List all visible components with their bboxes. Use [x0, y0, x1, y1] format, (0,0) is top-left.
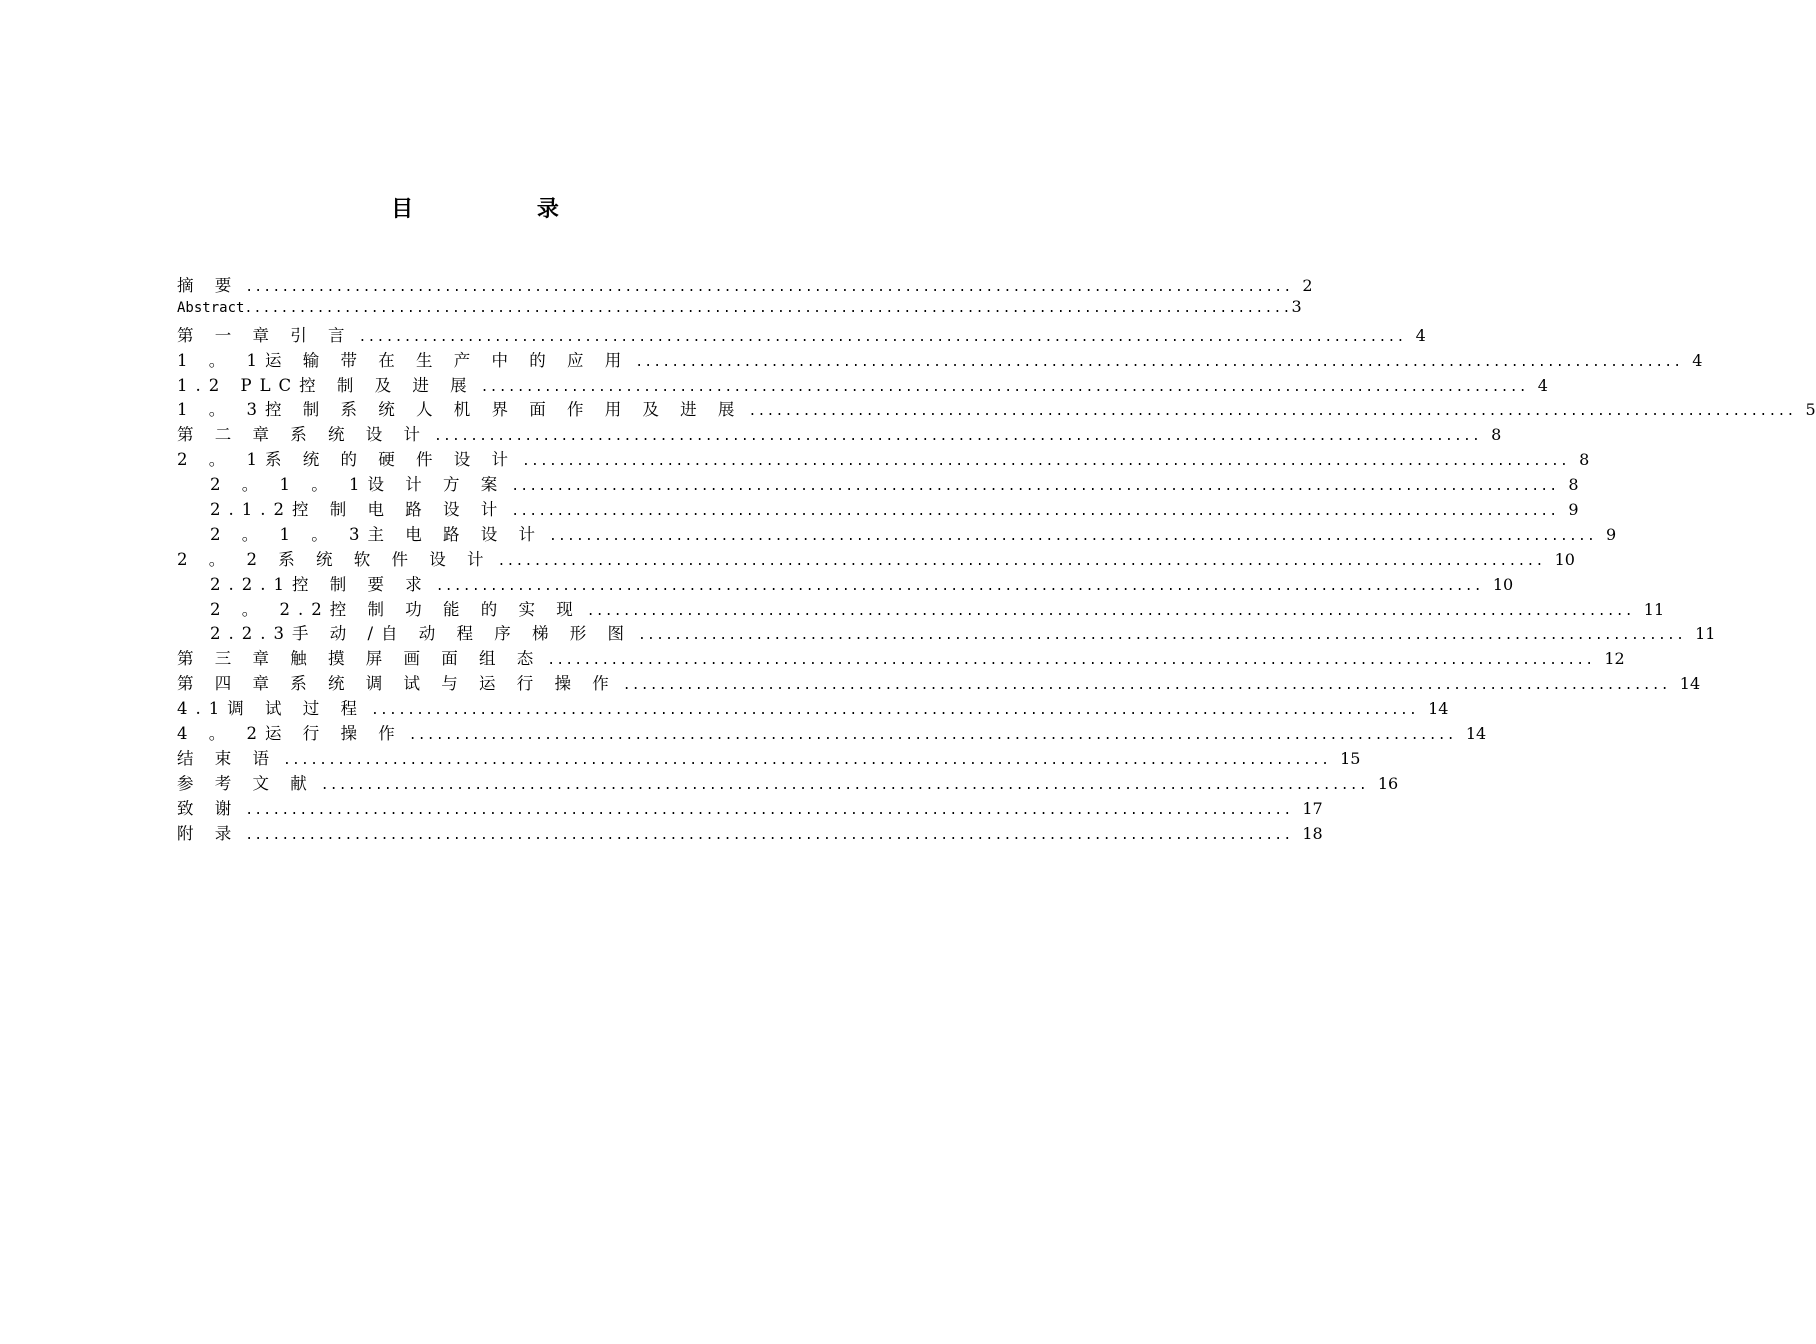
toc-leader: ....................................................................................................................: [245, 827, 1293, 843]
toc-leader: ....................................................................................................................: [622, 678, 1670, 694]
toc-page-number: 3: [1291, 296, 1302, 316]
toc-entry-text: 4 。 2运 行 操 作: [177, 724, 403, 744]
toc-entry-text: 2 。 2.2控 制 功 能 的 实 现: [210, 599, 581, 619]
toc-page-number: 18: [1302, 823, 1323, 843]
toc-page-number: 2: [1302, 276, 1313, 295]
toc-leader: ....................................................................................................................: [638, 628, 1686, 644]
toc-page-number: 14: [1465, 724, 1487, 744]
toc-entry-chapter-1[interactable]: [177, 322, 1426, 347]
toc-entry-section-4-2[interactable]: [177, 720, 1487, 745]
toc-entry-text: 致 谢: [177, 798, 240, 818]
toc-entry-text: 第 四 章 系 统 调 试 与 运 行 操 作: [177, 674, 617, 694]
toc-entry-text: Abstract: [177, 299, 245, 316]
toc-entry-chapter-4[interactable]: [177, 670, 1701, 695]
toc-entry-text: 摘 要: [177, 276, 240, 295]
toc-entry-text: 4.1调 试 过 程: [177, 699, 365, 719]
toc-entry-section-1-2[interactable]: [177, 372, 1548, 397]
toc-leader: ....................................................................................................................: [283, 752, 1331, 768]
toc-page-number: 9: [1568, 500, 1579, 520]
toc-leader: ....................................................................................................................: [521, 454, 1570, 470]
toc-page-number: 4: [1692, 350, 1703, 370]
toc-entry-text: 1 。 1运 输 带 在 生 产 中 的 应 用: [177, 350, 630, 370]
toc-entry-text: 1 。 3控 制 系 统 人 机 界 面 作 用 及 进 展: [177, 400, 743, 420]
toc-leader: ....................................................................................................................: [245, 280, 1293, 295]
toc-entry-text: 结 束 语: [177, 748, 277, 768]
toc-leader: ....................................................................................................................: [320, 777, 1368, 793]
toc-entry-text: 2.1.2控 制 电 路 设 计: [210, 500, 506, 520]
toc-entry-text: 第 二 章 系 统 设 计: [177, 425, 428, 445]
toc-leader: ....................................................................................................................: [433, 429, 1482, 445]
toc-leader: ....................................................................................................................: [511, 479, 1559, 495]
toc-entry-text: 2 。 1 。 1设 计 方 案: [210, 475, 506, 495]
toc-page-number: 4: [1537, 375, 1548, 395]
toc-page-number: 11: [1643, 599, 1665, 619]
toc-entry-chapter-3[interactable]: [177, 645, 1625, 670]
toc-page-number: 4: [1415, 325, 1426, 345]
toc-leader: ....................................................................................................................: [548, 528, 1597, 544]
toc-entry-text: 2.2.3手 动 /自 动 程 序 梯 形 图: [210, 624, 633, 644]
toc-entry-section-1-3[interactable]: [177, 396, 1816, 421]
toc-page-number: 11: [1695, 624, 1716, 644]
toc-entry-text: 2.2.1控 制 要 求: [210, 574, 430, 594]
toc-page-number: 14: [1679, 674, 1701, 694]
toc-list: [177, 272, 1816, 844]
toc-entry-section-2-2-2[interactable]: [177, 596, 1665, 621]
toc-title: 目 录: [391, 197, 617, 222]
toc-page-number: 9: [1606, 524, 1617, 544]
toc-entry-text: 参 考 文 献: [177, 773, 315, 793]
toc-leader: ....................................................................................................................: [435, 578, 1483, 594]
toc-page-number: 10: [1554, 549, 1575, 569]
toc-leader: ....................................................................................................................: [748, 404, 1796, 420]
toc-leader: ....................................................................................................................: [635, 354, 1683, 370]
toc-entry-acknowledgements[interactable]: [177, 795, 1323, 820]
toc-entry-section-2-1-1[interactable]: [177, 471, 1579, 496]
toc-leader: ....................................................................................................................: [480, 379, 1528, 395]
toc-entry-chapter-2[interactable]: [177, 421, 1502, 446]
toc-leader: ....................................................................................................................: [408, 728, 1456, 744]
toc-page-number: 10: [1492, 574, 1514, 594]
toc-entry-text: 2 。 1 。 3主 电 路 设 计: [210, 524, 543, 544]
toc-page-number: 8: [1579, 450, 1590, 470]
toc-entry-conclusion[interactable]: [177, 745, 1361, 770]
toc-leader: ....................................................................................................................: [358, 329, 1406, 345]
toc-leader: ....................................................................................................................: [586, 603, 1634, 619]
toc-entry-section-2-2[interactable]: [177, 546, 1575, 571]
toc-entry-abstract-cn[interactable]: [177, 272, 1313, 297]
toc-entry-abstract-en[interactable]: [177, 296, 1302, 322]
toc-leader: ....................................................................................................................: [245, 802, 1293, 818]
toc-entry-references[interactable]: [177, 770, 1399, 795]
toc-page-number: 5: [1805, 400, 1816, 420]
toc-entry-section-2-1-3[interactable]: [177, 521, 1617, 546]
toc-page-number: 14: [1428, 699, 1449, 719]
toc-entry-text: 1.2 PLC控 制 及 进 展: [177, 375, 475, 395]
toc-entry-section-2-2-1[interactable]: [177, 571, 1514, 596]
toc-entry-section-2-2-3[interactable]: [177, 620, 1716, 645]
toc-leader: ....................................................................................................................: [511, 504, 1559, 520]
toc-entry-appendix[interactable]: [177, 820, 1323, 845]
toc-page-number: 12: [1604, 649, 1625, 669]
toc-entry-text: 附 录: [177, 823, 240, 843]
toc-leader: ....................................................................................................................: [370, 703, 1419, 719]
toc-entry-text: 2 。 1系 统 的 硬 件 设 计: [177, 450, 516, 470]
toc-entry-text: 第 三 章 触 摸 屏 画 面 组 态: [177, 649, 542, 669]
toc-page-number: 17: [1302, 798, 1323, 818]
toc-leader: ....................................................................................................................: [497, 553, 1545, 569]
toc-entry-text: 第 一 章 引 言: [177, 325, 353, 345]
toc-entry-text: 2 。 2 系 统 软 件 设 计: [177, 549, 492, 569]
toc-entry-section-2-1[interactable]: [177, 446, 1590, 471]
toc-entry-section-4-1[interactable]: [177, 695, 1449, 720]
toc-page-number: 15: [1340, 748, 1361, 768]
toc-entry-section-2-1-2[interactable]: [177, 496, 1579, 521]
toc-page-number: 8: [1568, 475, 1579, 495]
toc-leader: ....................................................................................................................: [244, 300, 1292, 316]
toc-entry-section-1-1[interactable]: [177, 347, 1703, 372]
toc-page-number: 16: [1377, 773, 1399, 793]
toc-leader: ....................................................................................................................: [547, 653, 1595, 669]
toc-page-number: 8: [1491, 425, 1502, 445]
